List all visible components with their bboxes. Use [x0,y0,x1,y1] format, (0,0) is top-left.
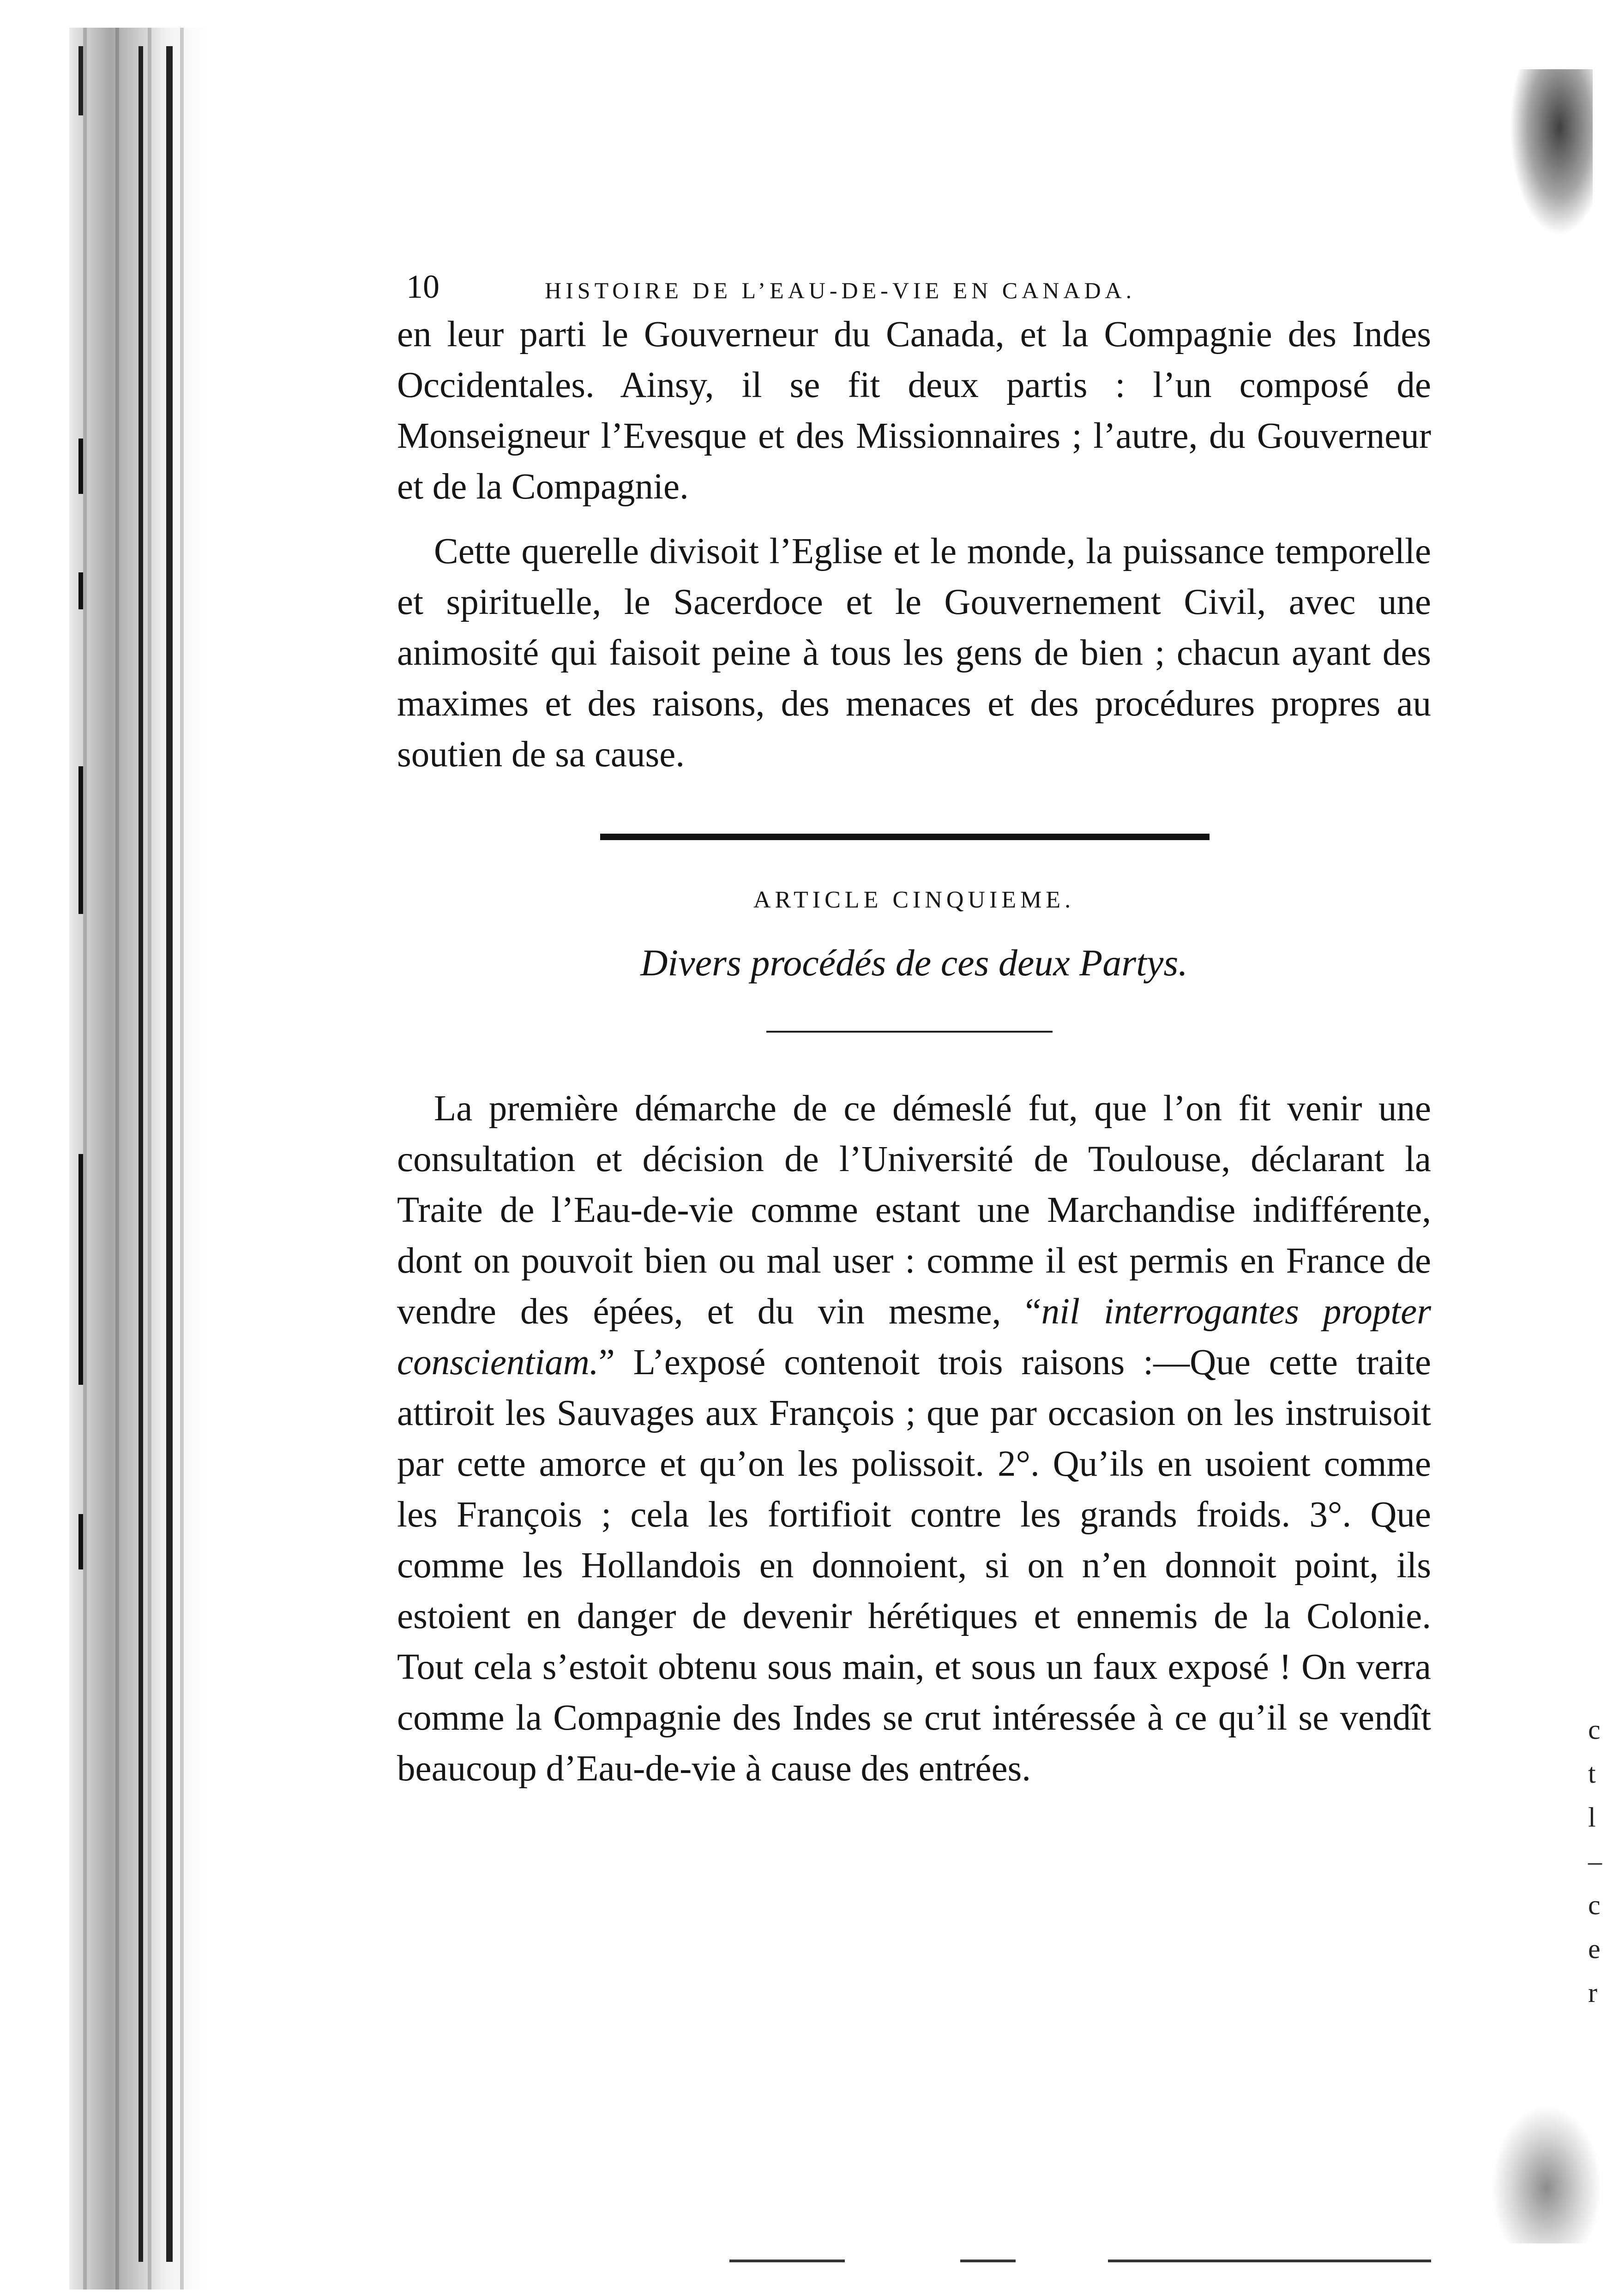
margin-mark [78,439,83,494]
article-subtitle: Divers procédés de ces deux Partys. [640,942,1188,984]
next-page-fragment [1588,1708,1607,2015]
book-page [397,268,1431,1794]
paragraph: Cette querelle divisoit l’Eglise et le monde, la puissance temporelle et spirituelle, le Sacerdoce et le Gouvernement Civil, avec une animosité qui faisoit peine à tous les gens de bien ; chacun ayant des maximes et des raisons, des menaces et des procédures propres au soutien de sa cause. [397,531,1431,775]
fragment-char: c [1588,1890,1601,1920]
section-divider-thin [766,1031,1053,1033]
section-divider-heavy [600,834,1210,840]
bottom-edge-line [1108,2260,1431,2262]
fragment-char: l [1588,1802,1596,1833]
left-margin-rule [138,46,143,2262]
scan-blot [1510,69,1593,235]
page-header [397,268,1431,309]
margin-mark [78,766,83,914]
paragraph-continued: en leur parti le Gouverneur du Canada, et la Compagnie des Indes Occidentales. Ainsy, il se fit deux partis : l’un composé de Monseigneur l’Evesque et des Missionnaires ; l’autre, du Gouverneur et de la Compagnie. [397,314,1431,507]
latin-quote: nil interrogantes propter conscientiam. [397,1292,1431,1382]
page-number: 10 [406,268,439,305]
running-title: HISTOIRE DE L’EAU-DE-VIE EN CANADA. [545,277,1136,303]
margin-mark [78,1514,83,1569]
fragment-char: t [1588,1758,1596,1789]
bottom-edge-line [729,2260,845,2262]
margin-mark [78,1154,83,1385]
scan-blot [1491,2105,1602,2243]
margin-mark [78,572,83,609]
left-margin-rule [78,46,83,115]
bottom-edge-line [960,2260,1016,2262]
article-heading: ARTICLE CINQUIEME. [753,887,1075,913]
left-margin-rule [166,46,173,2262]
fragment-char: – [1588,1846,1602,1876]
fragment-char: c [1588,1714,1601,1745]
paragraph-text: ” L’exposé contenoit trois raisons :—Que cette traite attiroit les Sauvages aux François ; que par occasion on les instruisoit par cette amorce et qu’on les polissoit. 2°. Qu’ils en usoient comme les François ; cela les fortifioit contre les grands froids. 3°. Que comme les Hollandois en donnoient, si on n’en donnoit point, ils estoient en danger de devenir hérétiques et ennemis de la Colonie. Tout cela s’estoit obtenu sous main, et sous un faux exposé ! On verra comme la Compagnie des Indes se crut intéressée à ce qu’il se vendît beaucoup d’Eau-de-vie à cause des entrées. [397,1342,1431,1789]
paragraph-text: La première démarche de ce démeslé fut, que l’on fit venir une consultation et décision de l’Université de Toulouse, déclarant la Traite de l’Eau-de-vie comme estant une Marchandise indifférente, dont on pouvoit bien ou mal user : comme il est permis en France de vendre des épées, et du vin mesme, “ [397,1088,1431,1332]
fragment-char: e [1588,1934,1601,1964]
paragraph [397,1083,1431,1794]
fragment-char: r [1588,1977,1597,2008]
